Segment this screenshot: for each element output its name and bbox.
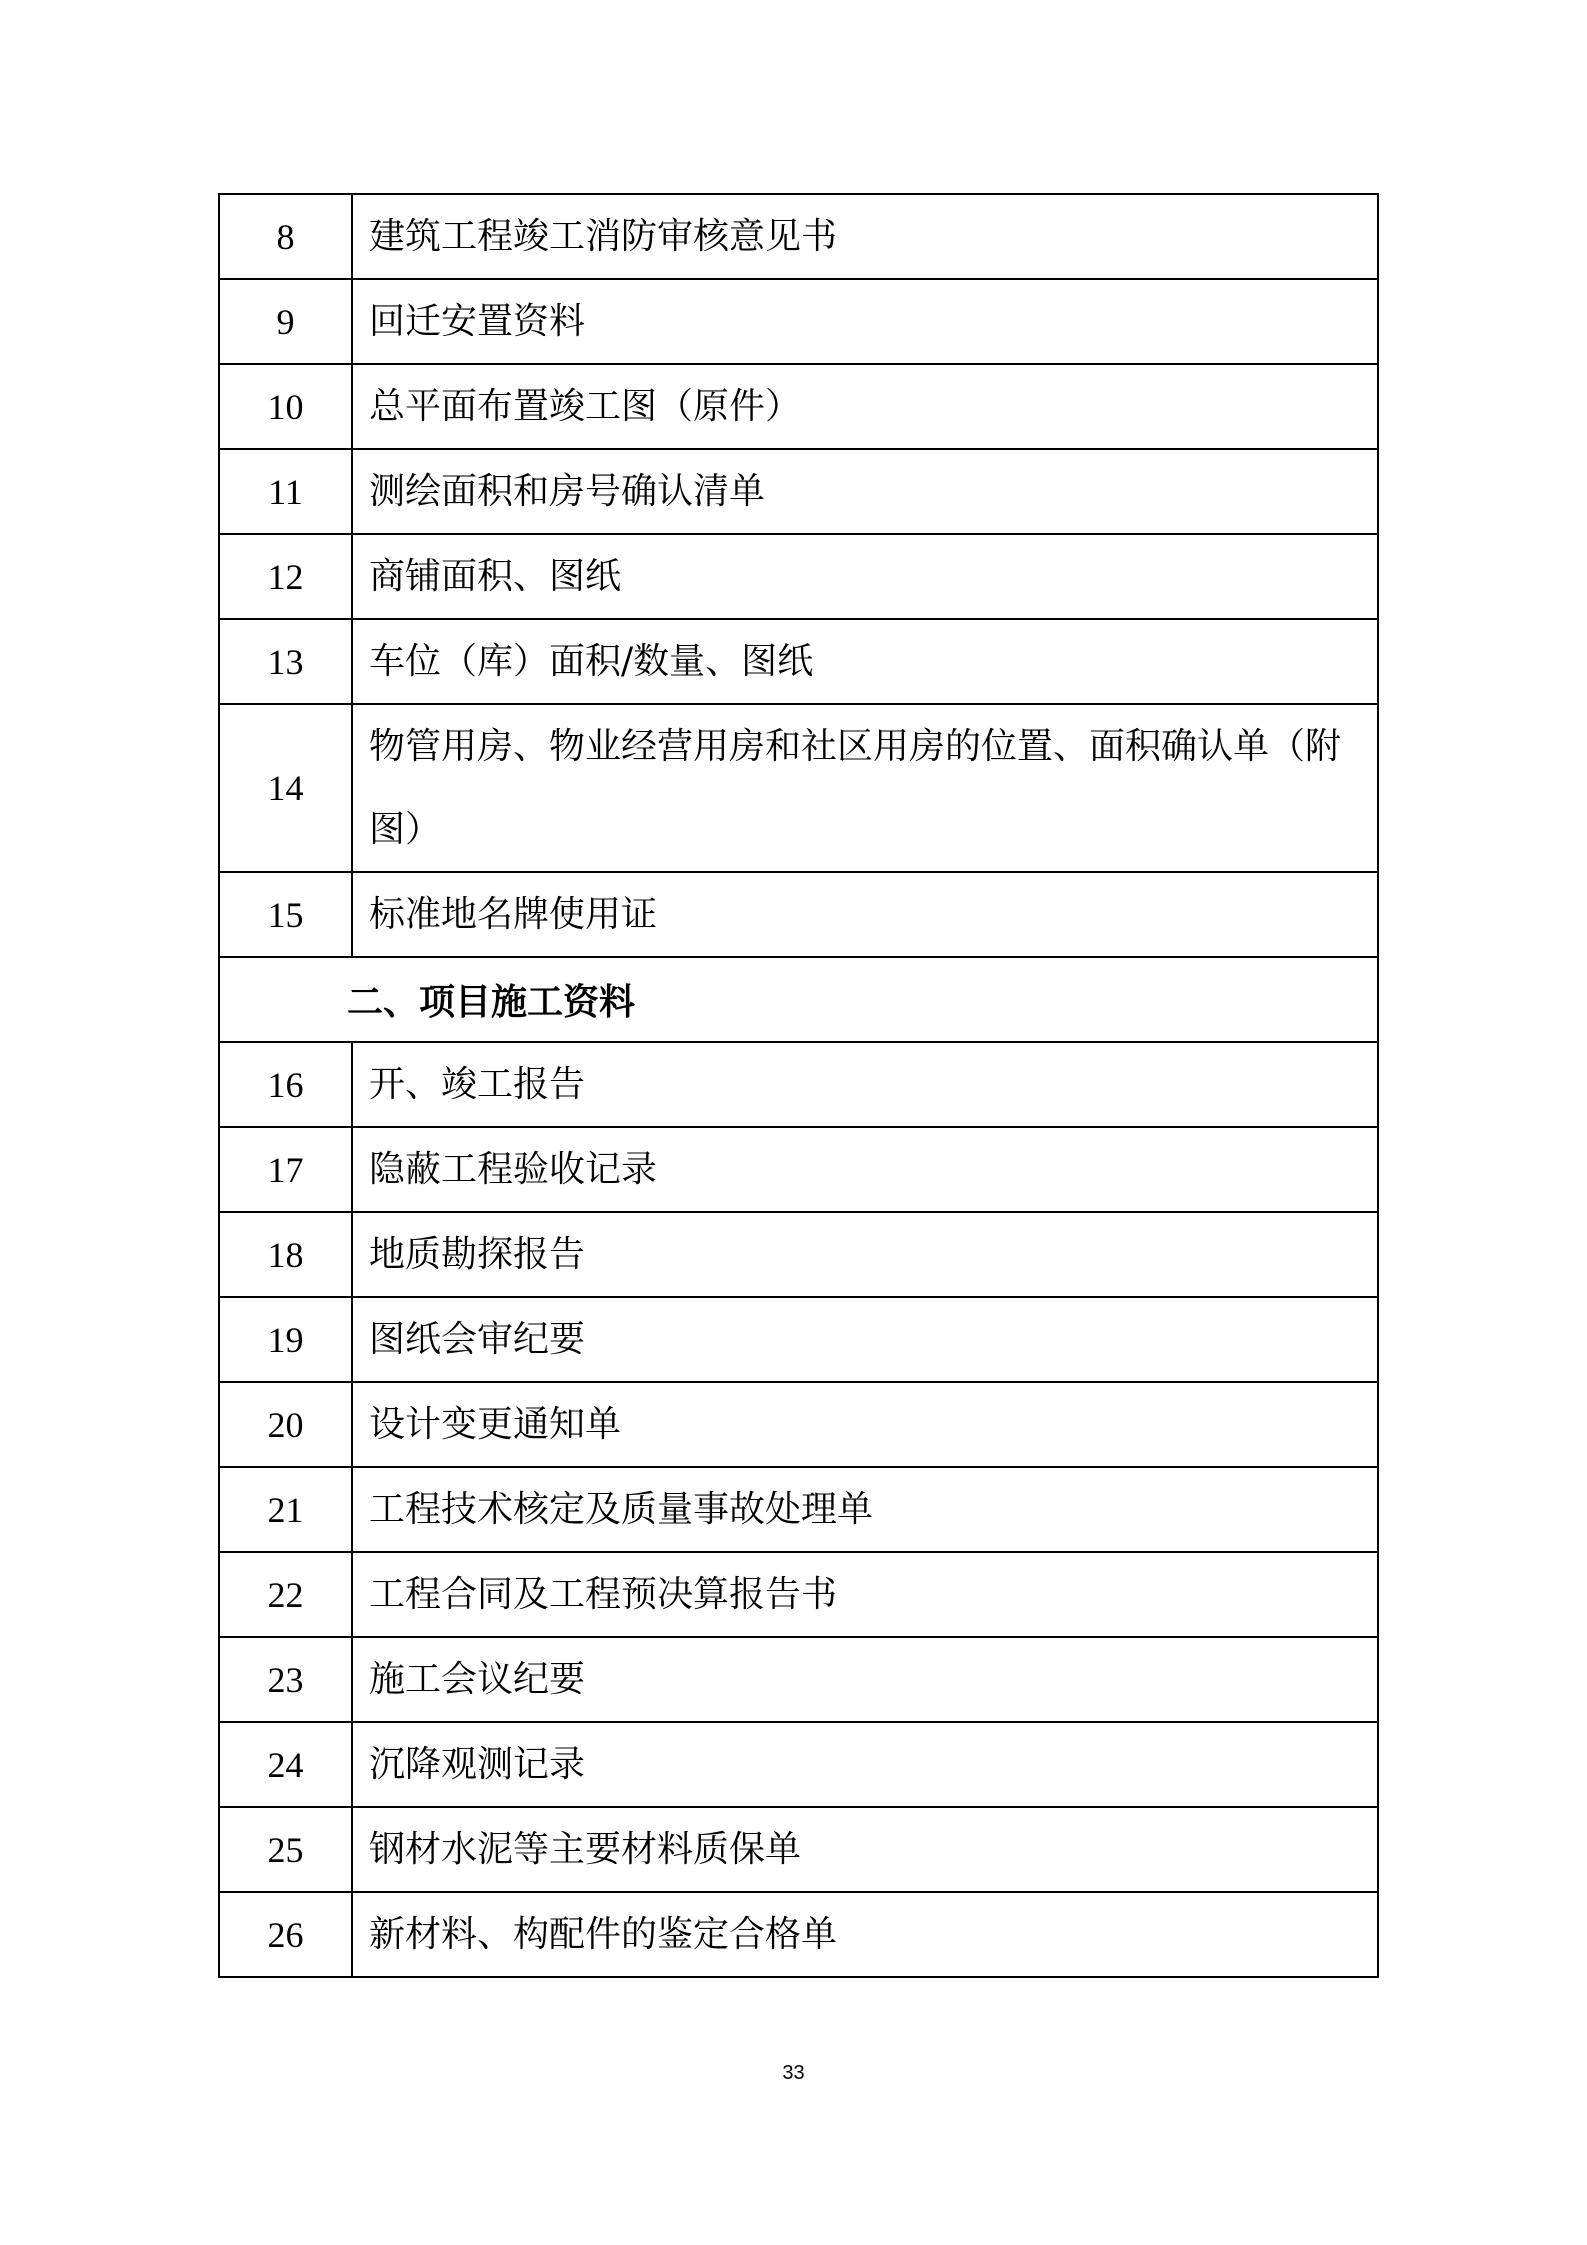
row-number: 25 <box>219 1807 352 1892</box>
page-number: 33 <box>782 2062 805 2084</box>
row-number: 9 <box>219 279 352 364</box>
row-text: 物管用房、物业经营用房和社区用房的位置、面积确认单（附图） <box>352 704 1378 872</box>
row-number: 11 <box>219 449 352 534</box>
row-text: 钢材水泥等主要材料质保单 <box>352 1807 1378 1892</box>
table-row <box>219 364 1378 449</box>
row-number: 14 <box>219 704 352 872</box>
table-row <box>219 449 1378 534</box>
row-number: 10 <box>219 364 352 449</box>
row-number: 21 <box>219 1467 352 1552</box>
row-number: 18 <box>219 1212 352 1297</box>
row-number: 22 <box>219 1552 352 1637</box>
row-number: 15 <box>219 872 352 957</box>
table-row <box>219 534 1378 619</box>
table-row <box>219 279 1378 364</box>
row-text: 总平面布置竣工图（原件） <box>352 364 1378 449</box>
row-text: 回迁安置资料 <box>352 279 1378 364</box>
row-text: 沉降观测记录 <box>352 1722 1378 1807</box>
table-row <box>219 1127 1378 1212</box>
table-row <box>219 1892 1378 1977</box>
row-text: 车位（库）面积/数量、图纸 <box>352 619 1378 704</box>
table-row <box>219 194 1378 279</box>
row-text: 地质勘探报告 <box>352 1212 1378 1297</box>
row-number: 13 <box>219 619 352 704</box>
row-number: 24 <box>219 1722 352 1807</box>
table-row <box>219 1212 1378 1297</box>
row-text: 商铺面积、图纸 <box>352 534 1378 619</box>
row-text: 新材料、构配件的鉴定合格单 <box>352 1892 1378 1977</box>
row-text: 隐蔽工程验收记录 <box>352 1127 1378 1212</box>
row-number: 23 <box>219 1637 352 1722</box>
row-text: 工程技术核定及质量事故处理单 <box>352 1467 1378 1552</box>
section-heading: 二、项目施工资料 <box>219 957 1378 1042</box>
row-number: 16 <box>219 1042 352 1127</box>
row-text: 设计变更通知单 <box>352 1382 1378 1467</box>
table-row <box>219 619 1378 704</box>
row-number: 19 <box>219 1297 352 1382</box>
row-text: 标准地名牌使用证 <box>352 872 1378 957</box>
row-number: 12 <box>219 534 352 619</box>
table-row <box>219 872 1378 957</box>
table-row <box>219 1467 1378 1552</box>
document-table <box>218 193 1379 1978</box>
row-number: 17 <box>219 1127 352 1212</box>
table-row <box>219 1807 1378 1892</box>
row-text: 建筑工程竣工消防审核意见书 <box>352 194 1378 279</box>
row-number: 26 <box>219 1892 352 1977</box>
row-number: 20 <box>219 1382 352 1467</box>
row-text: 测绘面积和房号确认清单 <box>352 449 1378 534</box>
row-number: 8 <box>219 194 352 279</box>
table-row <box>219 1637 1378 1722</box>
row-text: 工程合同及工程预决算报告书 <box>352 1552 1378 1637</box>
table-row <box>219 704 1378 872</box>
row-text: 图纸会审纪要 <box>352 1297 1378 1382</box>
table-row <box>219 1042 1378 1127</box>
table-row <box>219 1552 1378 1637</box>
table-row <box>219 1297 1378 1382</box>
row-text: 施工会议纪要 <box>352 1637 1378 1722</box>
table-row <box>219 1722 1378 1807</box>
section-heading-row <box>219 957 1378 1042</box>
table-row <box>219 1382 1378 1467</box>
row-text: 开、竣工报告 <box>352 1042 1378 1127</box>
